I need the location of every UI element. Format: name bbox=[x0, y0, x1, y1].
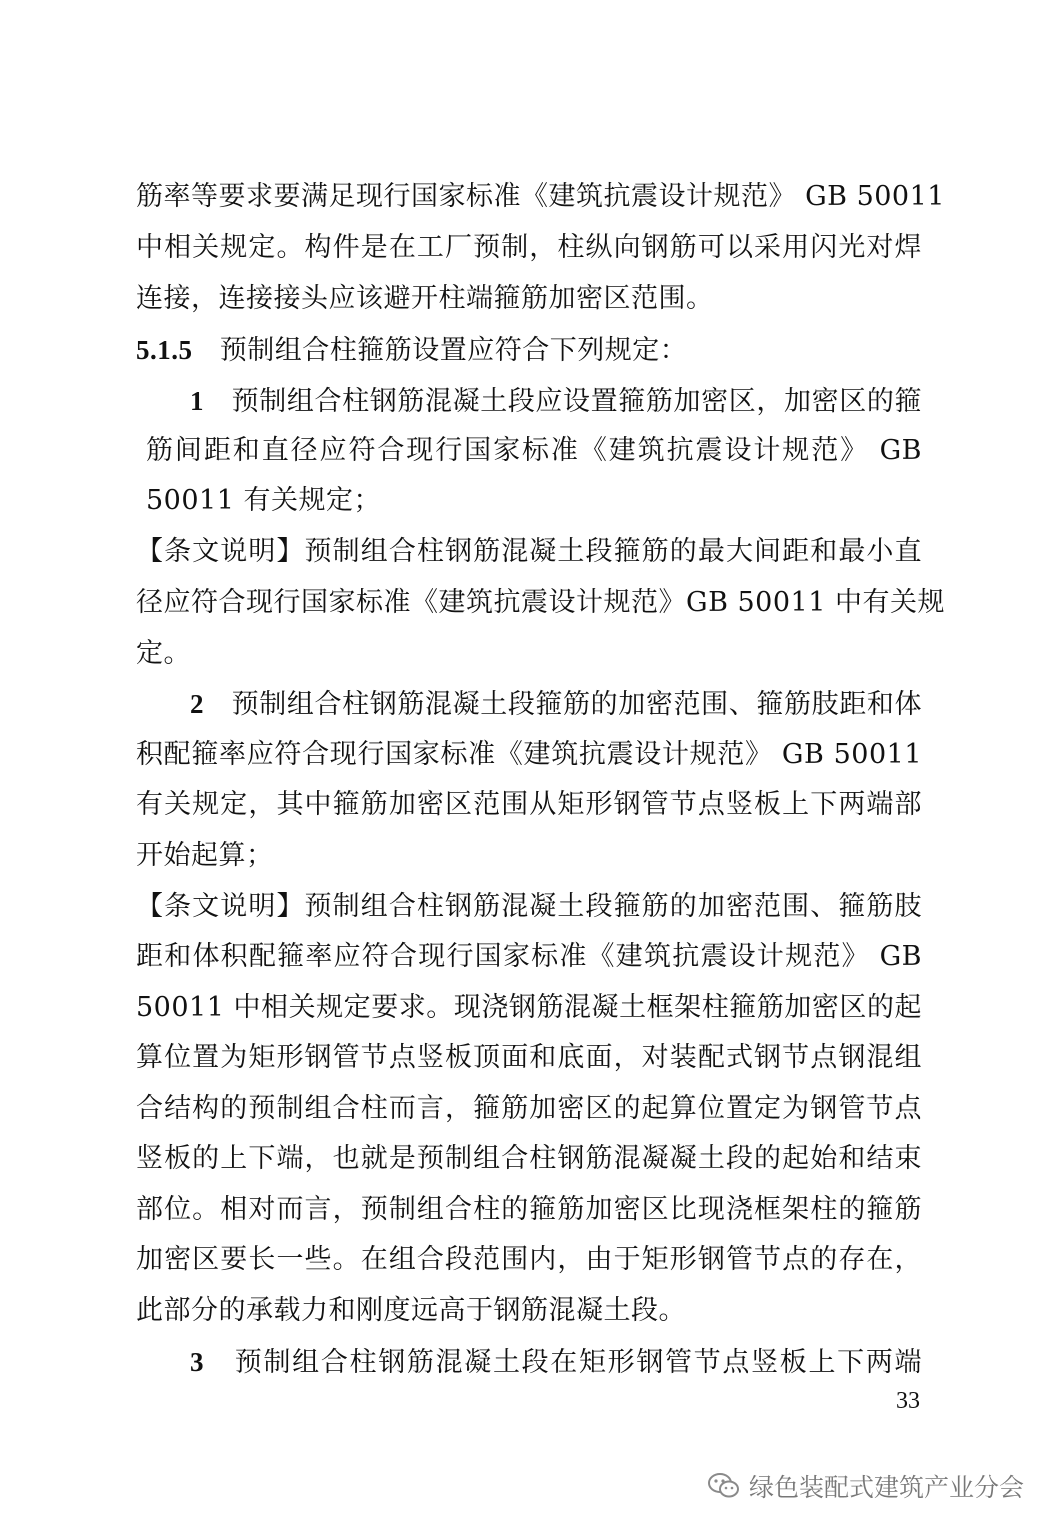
item-number: 2 bbox=[190, 689, 204, 719]
watermark bbox=[707, 1468, 1024, 1504]
item-1 bbox=[190, 382, 922, 421]
clause-5-1-5 bbox=[136, 331, 922, 370]
text-line: 连接，连接接头应该避开柱端箍筋加密区范围。 bbox=[136, 283, 714, 314]
text-line: 有关规定，其中箍筋加密区范围从矩形钢管节点竖板上下两端部 bbox=[136, 789, 922, 820]
text-line: 积配箍率应符合现行国家标准《建筑抗震设计规范》 GB 50011 bbox=[136, 739, 922, 770]
item-text: 预制组合柱钢筋混凝土段在矩形钢管节点竖板上下两端 bbox=[234, 1347, 922, 1378]
commentary-line: 【条文说明】预制组合柱钢筋混凝土段箍筋的最大间距和最小直 bbox=[136, 536, 922, 567]
commentary-line: 部位。相对而言，预制组合柱的箍筋加密区比现浇框架柱的箍筋 bbox=[136, 1194, 922, 1225]
commentary-line: 【条文说明】预制组合柱钢筋混凝土段箍筋的加密范围、箍筋肢 bbox=[136, 891, 922, 922]
commentary-line: 加密区要长一些。在组合段范围内，由于矩形钢管节点的存在， bbox=[136, 1244, 922, 1275]
text-line: 开始起算； bbox=[136, 840, 274, 871]
clause-number: 5.1.5 bbox=[136, 335, 193, 365]
text-line: 筋率等要求要满足现行国家标准《建筑抗震设计规范》 GB 50011 bbox=[136, 181, 945, 212]
commentary-line: 算位置为矩形钢管节点竖板顶面和底面，对装配式钢节点钢混组 bbox=[136, 1042, 922, 1073]
item-2 bbox=[190, 685, 922, 724]
commentary-line: 定。 bbox=[136, 638, 191, 669]
watermark-text: 绿色装配式建筑产业分会 bbox=[748, 1473, 1024, 1502]
text-line: 50011 有关规定； bbox=[146, 485, 381, 516]
item-number: 3 bbox=[190, 1347, 204, 1377]
wechat-icon bbox=[707, 1471, 741, 1501]
text-line: 中相关规定。构件是在工厂预制，柱纵向钢筋可以采用闪光对焊 bbox=[136, 232, 922, 263]
clause-title: 预制组合柱箍筋设置应符合下列规定： bbox=[219, 335, 688, 366]
commentary-line: 距和体积配箍率应符合现行国家标准《建筑抗震设计规范》 GB bbox=[136, 941, 922, 972]
commentary-line: 合结构的预制组合柱而言，箍筋加密区的起算位置定为钢管节点 bbox=[136, 1093, 922, 1124]
item-3 bbox=[190, 1343, 922, 1382]
page-number: 33 bbox=[896, 1388, 920, 1414]
commentary-line: 竖板的上下端，也就是预制组合柱钢筋混凝凝土段的起始和结束 bbox=[136, 1143, 922, 1174]
item-number: 1 bbox=[190, 386, 204, 416]
item-text: 预制组合柱钢筋混凝土段箍筋的加密范围、箍筋肢距和体 bbox=[231, 689, 922, 720]
item-text: 预制组合柱钢筋混凝土段应设置箍筋加密区，加密区的箍 bbox=[231, 386, 922, 417]
text-line: 筋间距和直径应符合现行国家标准《建筑抗震设计规范》 GB bbox=[146, 435, 922, 466]
commentary-line: 径应符合现行国家标准《建筑抗震设计规范》GB 50011 中有关规 bbox=[136, 587, 945, 618]
commentary-line: 此部分的承载力和刚度远高于钢筋混凝土段。 bbox=[136, 1295, 686, 1326]
commentary-line: 50011 中相关规定要求。现浇钢筋混凝土框架柱箍筋加密区的起 bbox=[136, 992, 922, 1023]
